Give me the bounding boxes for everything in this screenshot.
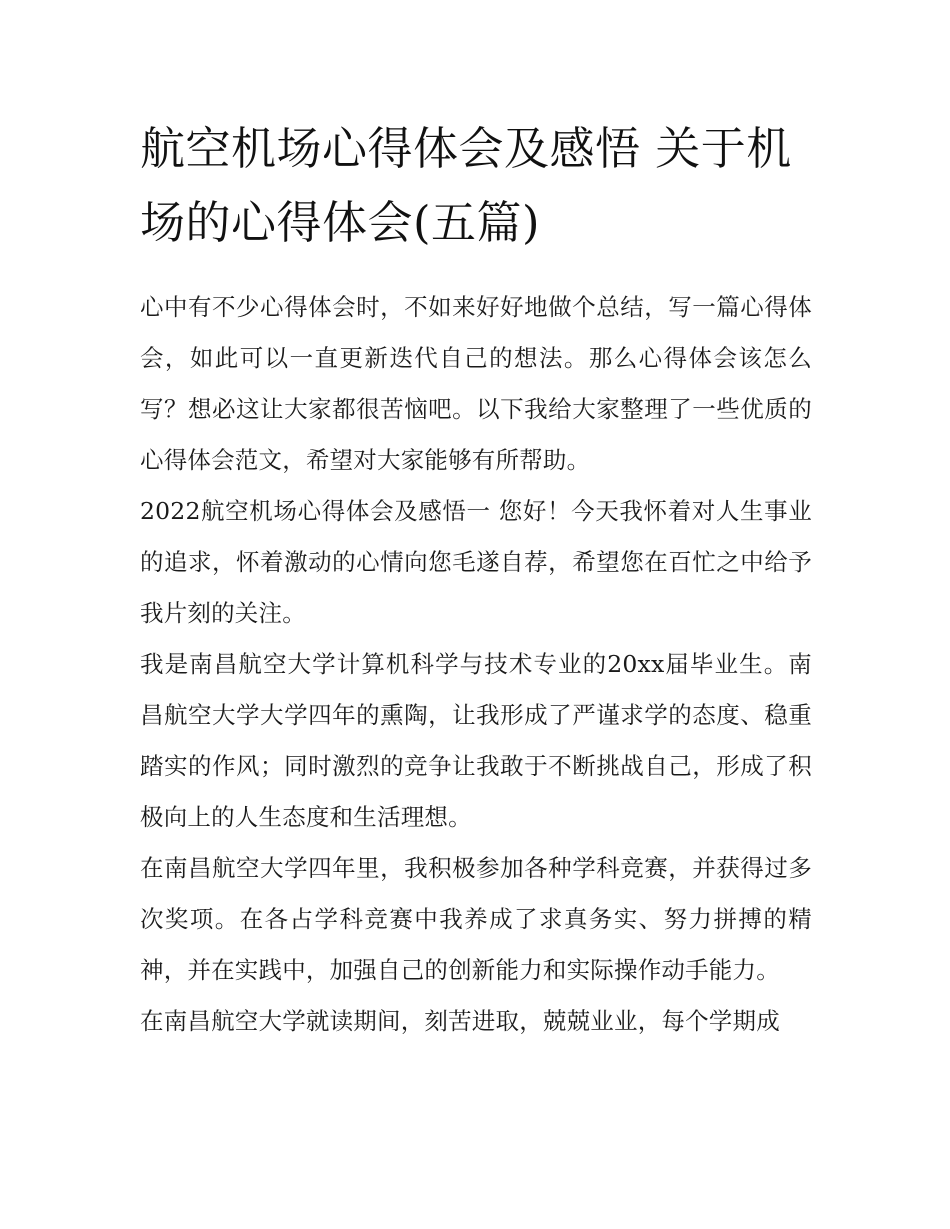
paragraph-self-introduction: 我是南昌航空大学计算机科学与技术专业的20xx届毕业生。南昌航空大学大学四年的熏陶，让我形成了严谨求学的态度、稳重踏实的作风；同时激烈的竞争让我敢于不断挑战自己，形成了积极向上的人生态度和生活理想。	[140, 650, 812, 831]
paragraph-competitions: 在南昌航空大学四年里，我积极参加各种学科竞赛，并获得过多次奖项。在各占学科竞赛中我养成了求真务实、努力拼搏的精神，并在实践中，加强自己的创新能力和实际操作动手能力。	[140, 854, 812, 984]
document-body	[140, 112, 812, 1047]
paragraph-intro: 心中有不少心得体会时，不如来好好地做个总结，写一篇心得体会，如此可以一直更新迭代自己的想法。那么心得体会该怎么写？想必这让大家都很苦恼吧。以下我给大家整理了一些优质的心得体会范文，希望对大家能够有所帮助。	[140, 293, 812, 474]
paragraph-greeting: 2022航空机场心得体会及感悟一 您好！今天我怀着对人生事业的追求，怀着激动的心情向您毛遂自荐，希望您在百忙之中给予我片刻的关注。	[140, 497, 812, 627]
paragraph-study-period: 在南昌航空大学就读期间，刻苦进取，兢兢业业，每个学期成	[140, 1007, 780, 1035]
document-title: 航空机场心得体会及感悟 关于机场的心得体会(五篇)	[140, 122, 792, 249]
